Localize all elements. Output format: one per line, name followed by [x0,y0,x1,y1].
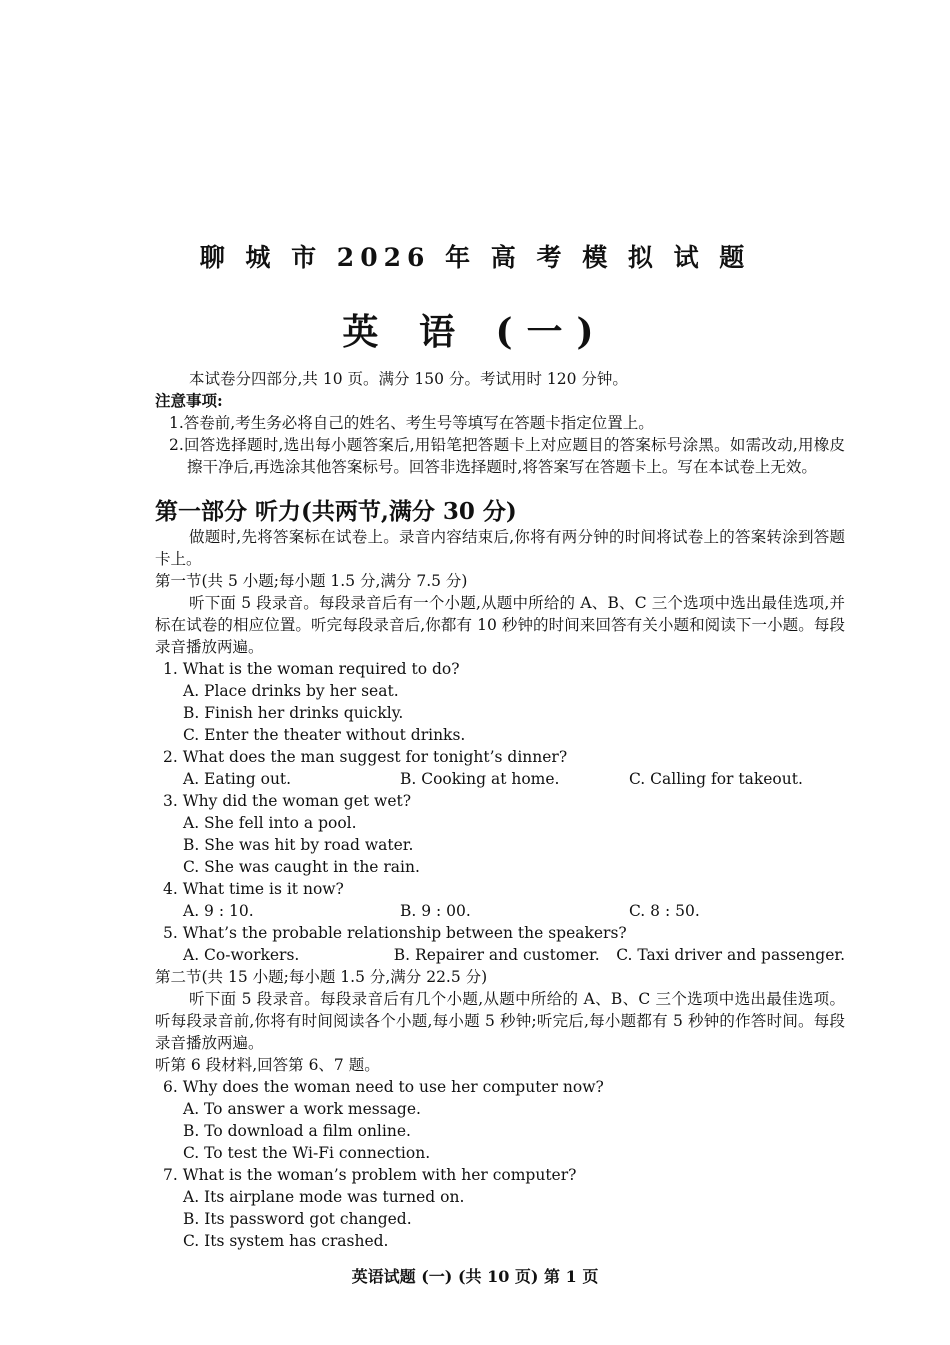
option: A. She fell into a pool. [183,814,357,832]
option: B. Repairer and customer. [393,946,600,964]
option: B. Cooking at home. [400,770,560,788]
option: A. Co-workers. [183,946,300,964]
options-row [155,900,845,922]
option: C. Its system has crashed. [183,1232,389,1250]
options-row [155,768,845,790]
material-note: 听第 6 段材料,回答第 6、7 题。 [155,1056,380,1074]
part1-heading: 第一部分 听力(共两节,满分 30 分) [155,498,517,525]
part1-block [155,498,845,1252]
exam-intro: 本试卷分四部分,共 10 页。满分 150 分。考试用时 120 分钟。 [189,370,628,388]
question-stem: 4. What time is it now? [163,880,344,898]
question-stem: 2. What does the man suggest for tonight’s dinner? [163,748,568,766]
option: C. Enter the theater without drinks. [183,726,466,744]
section2-heading: 第二节(共 15 小题;每小题 1.5 分,满分 22.5 分) [155,968,488,986]
option: B. Its password got changed. [183,1210,412,1228]
question-stem: 5. What’s the probable relationship between the speakers? [163,924,627,942]
option: C. Calling for takeout. [629,770,803,788]
option: C. To test the Wi-Fi connection. [183,1144,431,1162]
option: B. Finish her drinks quickly. [183,704,404,722]
question-stem: 7. What is the woman’s problem with her computer? [163,1166,577,1184]
option: A. 9 : 10. [183,902,254,920]
section2-instruction: 听下面 5 段录音。每段录音后有几个小题,从题中所给的 A、B、C 三个选项中选出最佳选项。听每段录音前,你将有时间阅读各个小题,每小题 5 秒钟;听完后,每小题都有 5 秒钟的作答时间。每段录音播放两遍。 [155,990,845,1052]
option: A. Its airplane mode was turned on. [183,1188,465,1206]
option: B. She was hit by road water. [183,836,414,854]
option: B. To download a film online. [183,1122,411,1140]
notice-item: 2.回答选择题时,选出每小题答案后,用铅笔把答题卡上对应题目的答案标号涂黑。如需改动,用橡皮擦干净后,再选涂其他答案标号。回答非选择题时,将答案写在答题卡上。写在本试卷上无效。 [169,436,845,476]
question-stem: 6. Why does the woman need to use her computer now? [163,1078,604,1096]
notice-item: 1.答卷前,考生务必将自己的姓名、考生号等填写在答题卡指定位置上。 [169,414,654,432]
subject-title: 英 语 (一) [342,311,608,353]
option: C. Taxi driver and passenger. [616,946,845,964]
option: C. 8 : 50. [629,902,700,920]
question-stem: 3. Why did the woman get wet? [163,792,412,810]
options-row [155,944,845,966]
option: C. She was caught in the rain. [183,858,420,876]
option: B. 9 : 00. [400,902,471,920]
notice-heading: 注意事项: [155,391,223,410]
exam-intro-block [155,368,845,478]
option: A. Eating out. [183,770,292,788]
section1-heading: 第一节(共 5 小题;每小题 1.5 分,满分 7.5 分) [155,572,468,590]
question-stem: 1. What is the woman required to do? [163,660,460,678]
option: A. Place drinks by her seat. [183,682,399,700]
part1-instruction: 做题时,先将答案标在试卷上。录音内容结束后,你将有两分钟的时间将试卷上的答案转涂到答题卡上。 [155,528,845,568]
page-footer: 英语试题 (一) (共 10 页) 第 1 页 [351,1267,599,1286]
section1-instruction: 听下面 5 段录音。每段录音后有一个小题,从题中所给的 A、B、C 三个选项中选出最佳选项,并标在试卷的相应位置。听完每段录音后,你都有 10 秒钟的时间来回答有关小题和阅读下一小题。每段录音播放两遍。 [155,594,845,656]
exam-title: 聊 城 市 2026 年 高 考 模 拟 试 题 [199,243,751,272]
option: A. To answer a work message. [183,1100,421,1118]
